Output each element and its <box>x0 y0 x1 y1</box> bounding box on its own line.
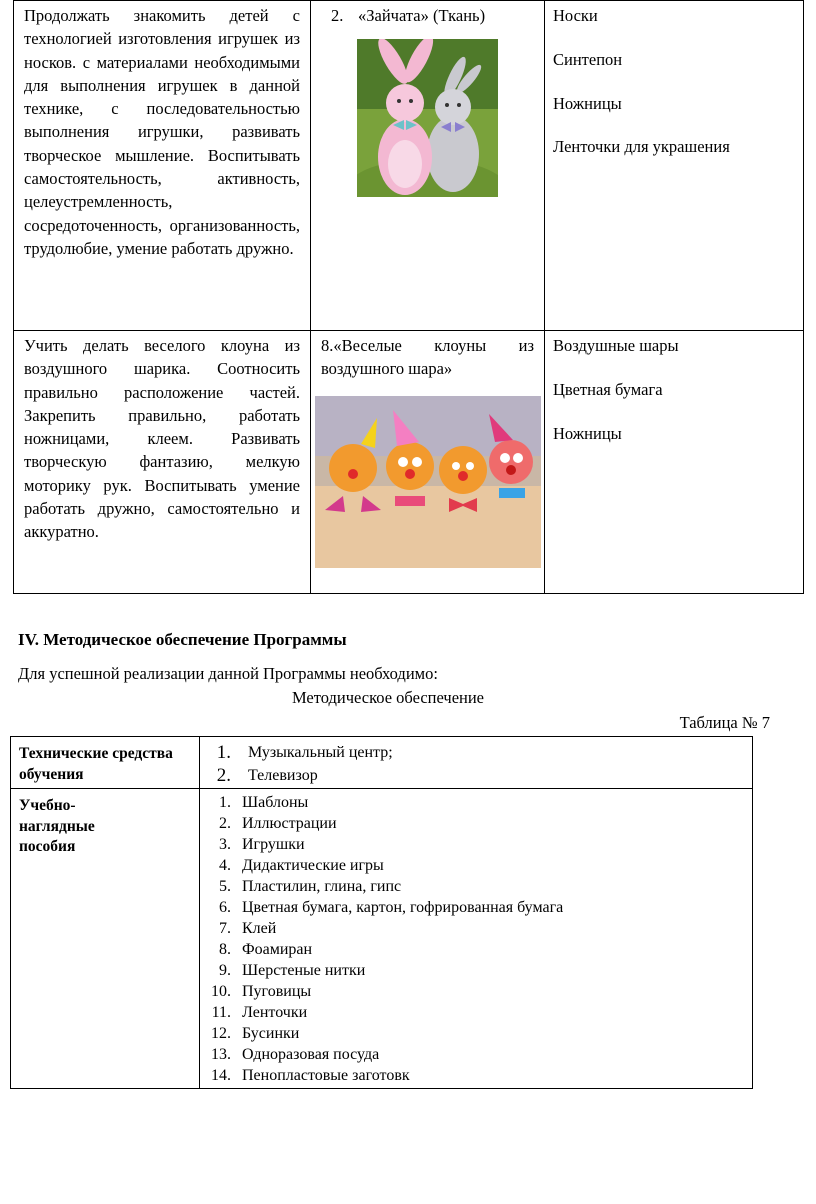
materials-list <box>545 331 803 445</box>
methods-title: Методическое обеспечение <box>291 688 485 707</box>
material-item: Ножницы <box>553 423 622 443</box>
list-item: 3. Игрушки <box>219 836 305 853</box>
lesson-table <box>13 0 804 594</box>
list-item: 6. Цветная бумага, картон, гофрированная бумага <box>219 899 564 916</box>
goal-cell <box>14 1 311 331</box>
methods-row <box>11 789 753 1089</box>
methods-row <box>11 737 753 789</box>
theme-title-text: «Зайчата» (Ткань) <box>358 6 486 25</box>
theme-number: 2. <box>331 6 344 25</box>
row-items-cell <box>200 737 753 789</box>
list-item: 2. Телевизор <box>216 765 318 786</box>
row-heading: Технические средства обучения <box>19 745 173 783</box>
material-item: Ножницы <box>553 93 622 113</box>
materials-cell <box>545 1 804 331</box>
row-heading-cell <box>11 789 200 1089</box>
goal-text: Продолжать знакомить детей с технологией изготовления игрушек из носков. с материалами необходимыми для выполнения игрушек в данной технике, с последовательностью выполнения игрушки, развивать творческое мышление. Воспитывать самостоятельность, активность, целеустремленность, сосредоточенность, организованность, трудолюбие, умение работать дружно. <box>24 6 300 258</box>
materials-cell <box>545 331 804 594</box>
goal-cell <box>14 331 311 594</box>
row-heading: Учебно- наглядные пособия <box>19 797 95 855</box>
list-item: 13. Одноразовая посуда <box>211 1046 380 1063</box>
theme-title: 8.«Веселые клоуны из воздушного шара» <box>321 336 534 379</box>
list-item: 7. Клей <box>219 920 277 937</box>
theme-cell <box>311 1 545 331</box>
list-item: 11. Ленточки <box>211 1004 308 1021</box>
list-item: 1. Музыкальный центр; <box>216 742 393 763</box>
material-item: Воздушные шары <box>553 336 679 355</box>
list-item: 10. Пуговицы <box>211 983 312 1000</box>
list-item: 12. Бусинки <box>211 1025 300 1042</box>
list-item: 9. Шерстеные нитки <box>219 962 366 979</box>
list-item: 14. Пенопластовые заготовк <box>211 1067 410 1084</box>
clowns-photo <box>315 396 541 568</box>
list-item: 5. Пластилин, глина, гипс <box>219 878 402 895</box>
table-number: Таблица № 7 <box>679 713 770 732</box>
theme-cell <box>311 331 545 594</box>
list-item: 4. Дидактические игры <box>219 857 384 874</box>
technical-list <box>201 741 751 787</box>
lesson-row <box>14 1 804 331</box>
intro-text: Для успешной реализации данной Программы необходимо: <box>18 664 438 683</box>
aids-list <box>201 792 751 1086</box>
bunny-toys-photo <box>357 39 498 197</box>
list-item: 1. Шаблоны <box>219 794 309 811</box>
material-item: Цветная бумага <box>553 379 663 399</box>
section-title: IV. Методическое обеспечение Программы <box>18 630 347 649</box>
material-item: Синтепон <box>553 49 623 69</box>
row-heading-cell <box>11 737 200 789</box>
material-item: Ленточки для украшения <box>553 137 730 157</box>
methods-table <box>10 736 753 1089</box>
materials-list <box>545 1 803 159</box>
list-item: 8. Фоамиран <box>219 941 313 958</box>
material-item: Носки <box>553 6 598 25</box>
list-item: 2. Иллюстрации <box>219 815 337 832</box>
lesson-row <box>14 331 804 594</box>
row-items-cell <box>200 789 753 1089</box>
goal-text: Учить делать веселого клоуна из воздушного шарика. Соотносить правильно расположение частей. Закрепить правильно, работать ножницами, клеем. Развивать творческую фантазию, мелкую моторику рук. Воспитывать умение работать дружно, самостоятельно и аккуратно. <box>24 336 300 542</box>
theme-title <box>311 1 544 27</box>
